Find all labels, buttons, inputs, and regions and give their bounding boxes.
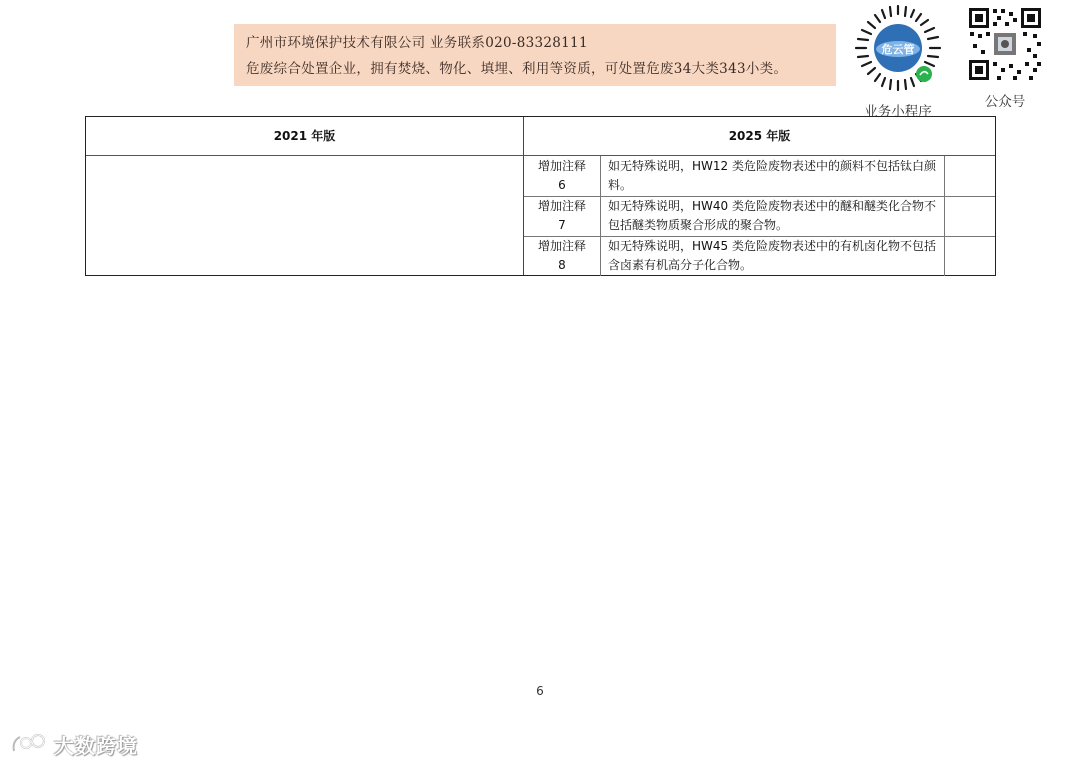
- note-extra-cell: [944, 236, 945, 276]
- page-number: 6: [536, 684, 544, 698]
- table-row: [524, 196, 995, 237]
- banner-qualification: 危废综合处置企业，拥有焚烧、物化、填埋、利用等资质，可处置危废34大类343小类。: [246, 61, 788, 77]
- watermark-logo-icon: [10, 731, 50, 757]
- note-text: 如无特殊说明，HW40 类危险废物表述中的醚和醚类化合物不包括醚类物质聚合形成的聚合物。: [608, 199, 936, 232]
- column-header-2025: 2025 年版: [728, 129, 791, 143]
- note-extra-cell: [944, 156, 945, 196]
- table-header-row: [86, 117, 995, 156]
- mini-program-block: [848, 4, 948, 120]
- company-banner: [234, 24, 836, 86]
- note-label-line1: 增加注释: [537, 239, 586, 253]
- banner-company-contact: 广州市环境保护技术有限公司 业务联系020-83328111: [246, 35, 588, 51]
- note-extra-cell: [944, 196, 945, 236]
- note-text: 如无特殊说明，HW45 类危险废物表述中的有机卤化物不包括含卤素有机高分子化合物。: [608, 239, 936, 272]
- note-label-line1: 增加注释: [537, 199, 586, 213]
- official-account-label: 公众号: [984, 94, 1026, 110]
- note-label: [524, 236, 601, 276]
- note-text: 如无特殊说明，HW12 类危险废物表述中的颜料不包括钛白颜料。: [608, 159, 936, 192]
- mini-program-logo-text: 危云管: [881, 43, 915, 56]
- note-label-number: 7: [558, 218, 566, 232]
- table-row: [524, 236, 995, 276]
- new-notes-column: [524, 156, 995, 275]
- comparison-table: [85, 116, 996, 276]
- note-label-number: 8: [558, 258, 566, 272]
- note-label: [524, 156, 601, 196]
- mini-program-code-icon: [854, 4, 942, 92]
- note-label: [524, 196, 601, 236]
- table-row: [524, 156, 995, 197]
- official-account-block: [962, 4, 1048, 110]
- qr-code-icon: [967, 6, 1043, 82]
- note-label-line1: 增加注释: [537, 159, 586, 173]
- watermark: [10, 729, 138, 759]
- mini-program-label: 业务小程序: [864, 104, 932, 120]
- watermark-text: 大数跨境: [54, 733, 138, 758]
- note-label-number: 6: [558, 178, 566, 192]
- column-header-2021: 2021 年版: [273, 129, 336, 143]
